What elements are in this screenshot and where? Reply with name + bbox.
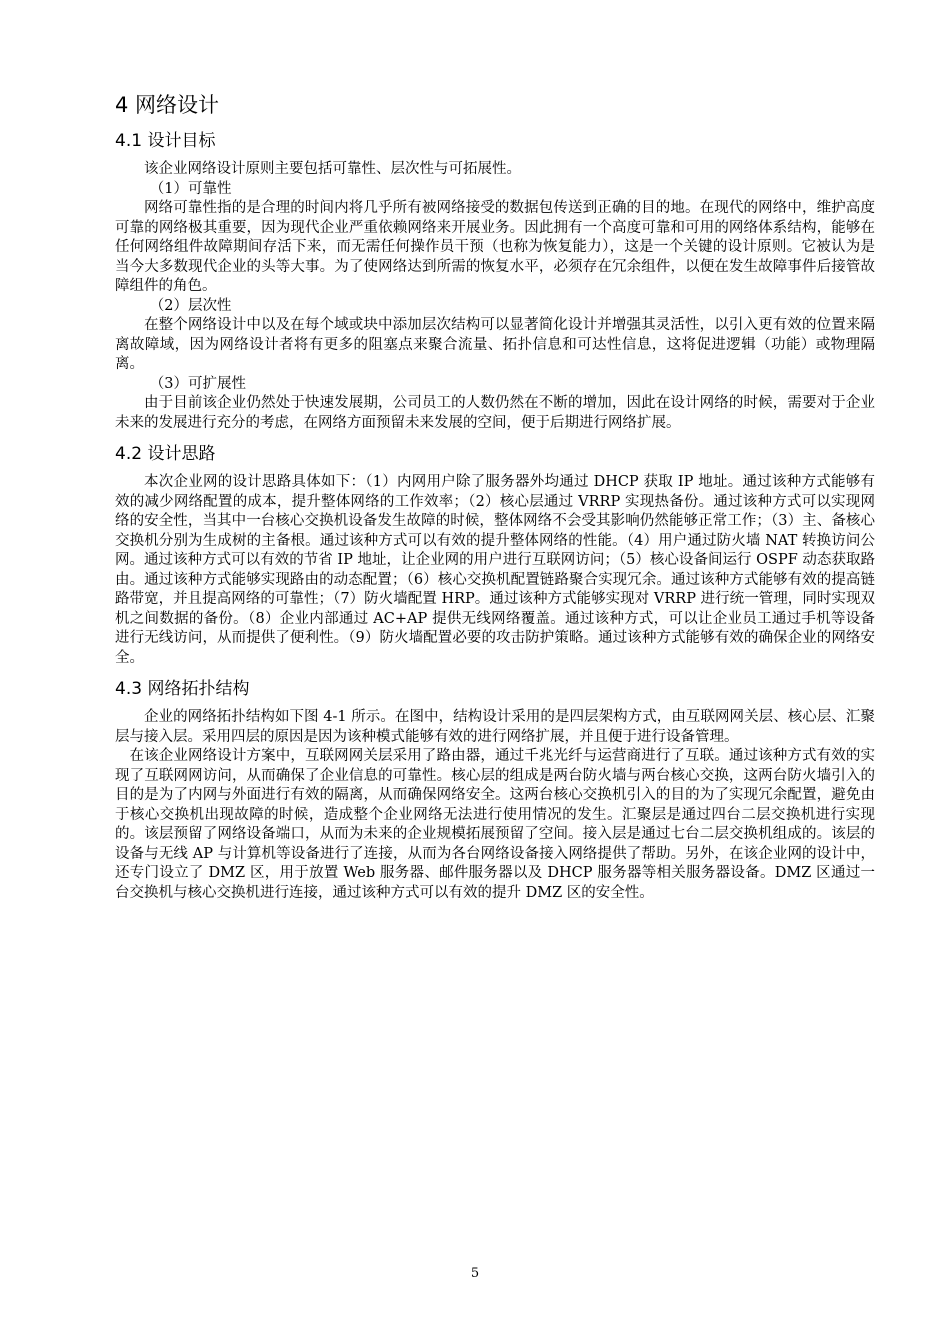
section-heading-design-ideas: 4.2 设计思路: [115, 444, 216, 464]
section-heading-design-goals: 4.1 设计目标: [115, 131, 216, 151]
design-ideas-paragraph: 本次企业网的设计思路具体如下：（1）内网用户除了服务器外均通过 DHCP 获取 IP 地址。通过该种方式能够有效的减少网络配置的成本，提升整体网络的工作效率；（2）核心层通过 VRRP 实现热备份。通过该种方式可以实现网络的安全性，当其中一台核心交换机设备发生故障的时候，整体网络不会受其影响仍然能够正常工作；（3）主、备核心交换机分别为生成树的主备根。通过该种方式可以有效的提升整体网络的性能。（4）用户通过防火墙 NAT 转换访问公网。通过该种方式可以有效的节省 IP 地址，让企业网的用户进行互联网访问；（5）核心设备间运行 OSPF 动态获取路由。通过该种方式能够实现路由的动态配置；（6）核心交换机配置链路聚合实现冗余。通过该种方式能够有效的提高链路带宽，并且提高网络的可靠性；（7）防火墙配置 HRP。通过该种方式能够实现对 VRRP 进行统一管理，同时实现双机之间数据的备份。（8）企业内部通过 AC+AP 提供无线网络覆盖。通过该种方式，可以让企业员工通过手机等设备进行无线访问，从而提供了便利性。（9）防火墙配置必要的攻击防护策略。通过该种方式能够有效的确保企业的网络安全。: [115, 474, 875, 666]
intro-paragraph: 该企业网络设计原则主要包括可靠性、层次性与可拓展性。: [144, 161, 521, 177]
topology-paragraph-1: 企业的网络拓扑结构如下图 4-1 所示。在图中，结构设计采用的是四层架构方式，由互联网网关层、核心层、汇聚层与接入层。采用四层的原因是因为该种模式能够有效的进行网络扩展，并且便于进行设备管理。: [115, 709, 875, 745]
subheading-hierarchy: （2）层次性: [149, 297, 232, 314]
document-page: [115, 90, 875, 903]
subheading-reliability: （1）可靠性: [149, 180, 232, 197]
chapter-heading: 4 网络设计: [115, 93, 220, 117]
scalability-paragraph: 由于目前该企业仍然处于快速发展期，公司员工的人数仍然在不断的增加，因此在设计网络的时候，需要对于企业未来的发展进行充分的考虑，在网络方面预留未来发展的空间，便于后期进行网络扩展。: [115, 395, 875, 431]
page-number: 5: [470, 1266, 480, 1281]
reliability-paragraph: 网络可靠性指的是合理的时间内将几乎所有被网络接受的数据包传送到正确的目的地。在现代的网络中，维护高度可靠的网络极其重要，因为现代企业严重依赖网络来开展业务。因此拥有一个高度可靠和可用的网络体系结构，能够在任何网络组件故障期间存活下来，而无需任何操作员干预（也称为恢复能力），这是一个关键的设计原则。它被认为是当今大多数现代企业的头等大事。为了使网络达到所需的恢复水平，必须存在冗余组件，以便在发生故障事件后接管故障组件的角色。: [115, 200, 875, 294]
section-heading-topology: 4.3 网络拓扑结构: [115, 679, 250, 699]
hierarchy-paragraph: 在整个网络设计中以及在每个域或块中添加层次结构可以显著简化设计并增强其灵活性，以引入更有效的位置来隔离故障域，因为网络设计者将有更多的阻塞点来聚合流量、拓扑信息和可达性信息，这将促进逻辑（功能）或物理隔离。: [115, 317, 875, 372]
subheading-scalability: （3）可扩展性: [149, 375, 247, 392]
topology-paragraph-2: 在该企业网络设计方案中，互联网网关层采用了路由器，通过千兆光纤与运营商进行了互联。通过该种方式有效的实现了互联网网访问，从而确保了企业信息的可靠性。核心层的组成是两台防火墙与两台核心交换，这两台防火墙引入的目的是为了内网与外面进行有效的隔离，从而确保网络安全。这两台核心交换机引入的目的为了实现冗余配置，避免由于核心交换机出现故障的时候，造成整个企业网络无法进行使用情况的发生。汇聚层是通过四台二层交换机进行实现的。该层预留了网络设备端口，从而为未来的企业规模拓展预留了空间。接入层是通过七台二层交换机组成的。该层的设备与无线 AP 与计算机等设备进行了连接，从而为各台网络设备接入网络提供了帮助。另外，在该企业网的设计中，还专门设立了 DMZ 区，用于放置 Web 服务器、邮件服务器以及 DHCP 服务器等相关服务器设备。DMZ 区通过一台交换机与核心交换机进行连接，通过该种方式可以有效的提升 DMZ 区的安全性。: [115, 748, 875, 901]
